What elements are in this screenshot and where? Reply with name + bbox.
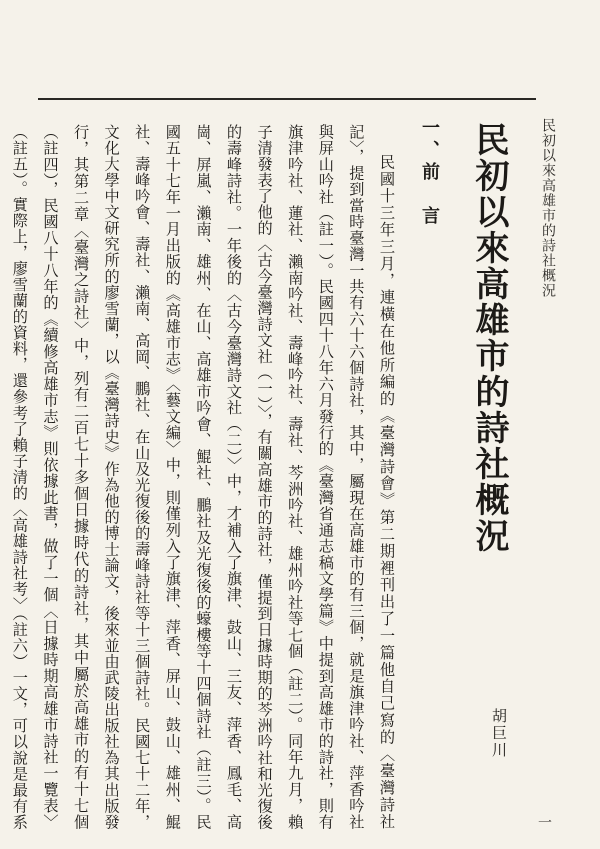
- header-rule: [38, 98, 536, 100]
- body-text: [10, 124, 402, 830]
- section-heading: 一、前 言: [419, 118, 440, 228]
- body-paragraph: 民國十三年三月，連橫在他所編的《臺灣詩會》第二期裡刊出了一篇他自己寫的〈臺灣詩社記〉，提到當時臺灣一共有六十六個詩社，其中，屬現在高雄市的有三個，就是旗津吟社、萍香吟社與屏山吟社（註一）。民國四十八年六月發行的《臺灣省通志稿文學篇》中提到高雄市的詩社，則有旗津吟社、蓮社、瀨南吟社、壽峰吟社、壽社、芩洲吟社、雄州吟社等七個（註二）。同年九月，賴子清發表了他的〈古今臺灣詩文社（一）〉，有關高雄市的詩社，僅提到日據時期的芩洲吟社和光復後的壽峰詩社。一年後的〈古今臺灣詩文社（二）〉中，才補入了旗津、鼓山、三友、萍香、鳳毛、高崗、屏嵐、瀨南、雄州、在山、高雄市吟會、鯤社、鵬社及光復後的蠔樓等十四個詩社（註三）。民國五十七年一月出版的《高雄市志》〈藝文編〉中，則僅列入了旗津、萍香、屏山、鼓山、雄州、鯤社、壽峰吟會、壽社、瀨南、高岡、鵬社、在山及光復後的壽峰詩社等十三個詩社。民國七十二年，文化大學中文研究所的廖雪蘭，以《臺灣詩史》作為他的博士論文，後來並由武陵出版社為其出版發行，其第二章〈臺灣之詩社〉中，列有二百七十多個日據時代的詩社，其中屬於高雄市的有十七個（註四），民國八十八年的《續修高雄市志》則依據此書，做了一個〈日據時期高雄市詩社一覽表〉（註五）。實際上，廖雪蘭的資料，還參考了賴子清的〈高雄詩社考〉（註六）一文，可以說是最有系: [10, 124, 396, 830]
- page-number: 一: [536, 815, 552, 829]
- running-header: 民初以來高雄市的詩社概況: [540, 118, 556, 298]
- author-name: 胡巨川: [490, 708, 508, 759]
- article-title: 民初以來高雄市的詩社概況: [469, 122, 509, 554]
